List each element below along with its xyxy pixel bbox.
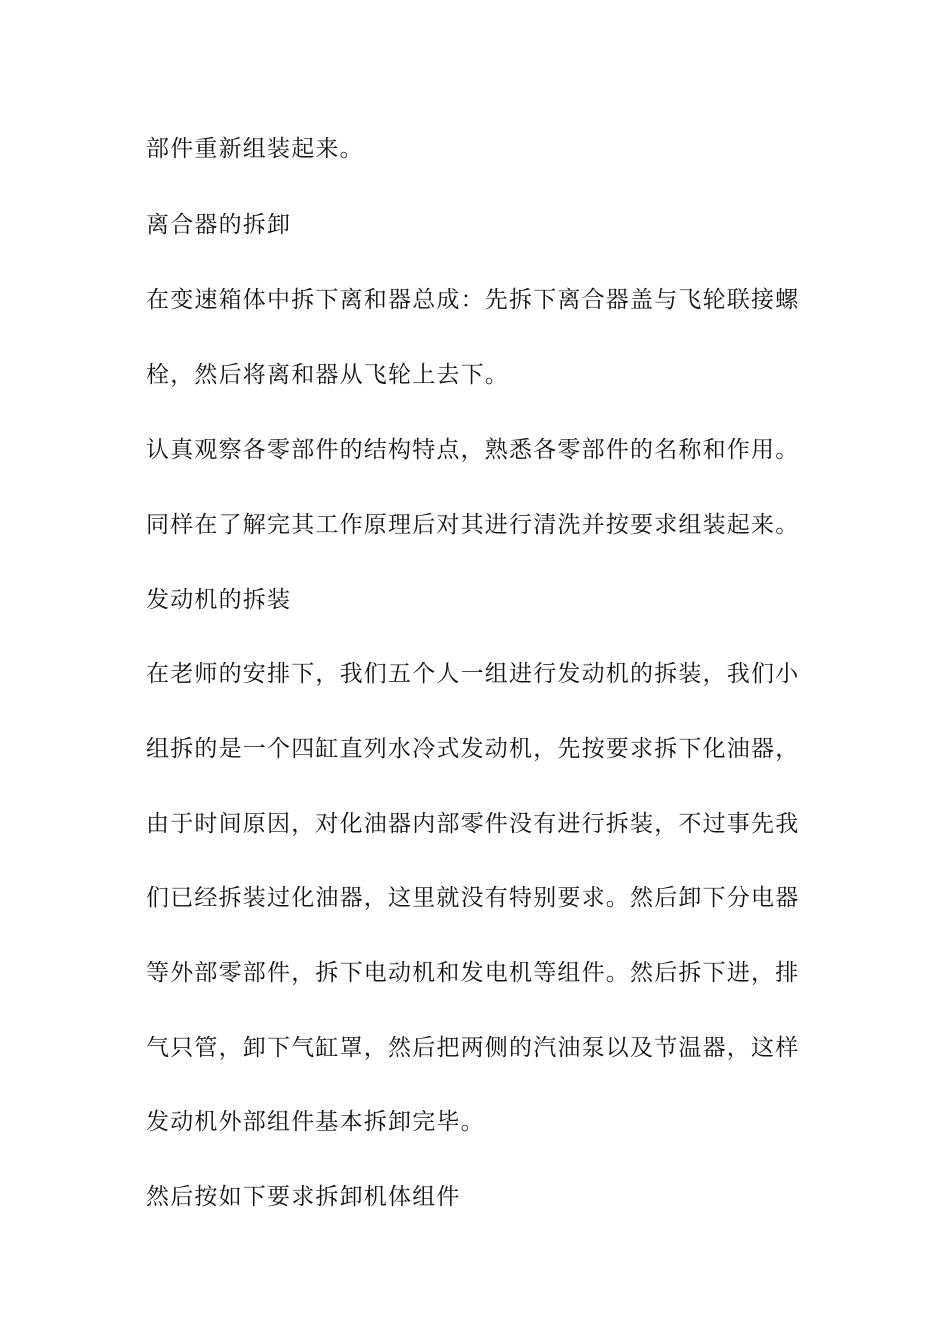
text-line-13: 气只管，卸下气缸罩，然后把两侧的汽油泵以及节温器，这样: [146, 1035, 800, 1061]
text-line-8: 在老师的安排下，我们五个人一组进行发动机的拆装，我们小: [146, 661, 800, 687]
text-line-14: 发动机外部组件基本拆卸完毕。: [146, 1109, 485, 1135]
text-line-11: 们已经拆装过化油器，这里就没有特别要求。然后卸下分电器: [146, 885, 800, 911]
text-line-10: 由于时间原因，对化油器内部零件没有进行拆装，不过事先我: [146, 811, 800, 837]
text-line-4: 栓，然后将离和器从飞轮上去下。: [146, 362, 509, 388]
text-line-15: 然后按如下要求拆卸机体组件: [146, 1184, 461, 1210]
section-heading-engine: 发动机的拆装: [146, 587, 292, 613]
text-line-5: 认真观察各零部件的结构特点，熟悉各零部件的名称和作用。: [146, 437, 800, 463]
text-line-6: 同样在了解完其工作原理后对其进行清洗并按要求组装起来。: [146, 512, 800, 538]
text-line-1: 部件重新组装起来。: [146, 136, 364, 162]
text-line-9: 组拆的是一个四缸直列水冷式发动机，先按要求拆下化油器，: [146, 736, 800, 762]
text-line-3: 在变速箱体中拆下离和器总成：先拆下离合器盖与飞轮联接螺: [146, 287, 800, 313]
text-line-12: 等外部零部件，拆下电动机和发电机等组件。然后拆下进，排: [146, 960, 800, 986]
section-heading-clutch: 离合器的拆卸: [146, 212, 292, 238]
